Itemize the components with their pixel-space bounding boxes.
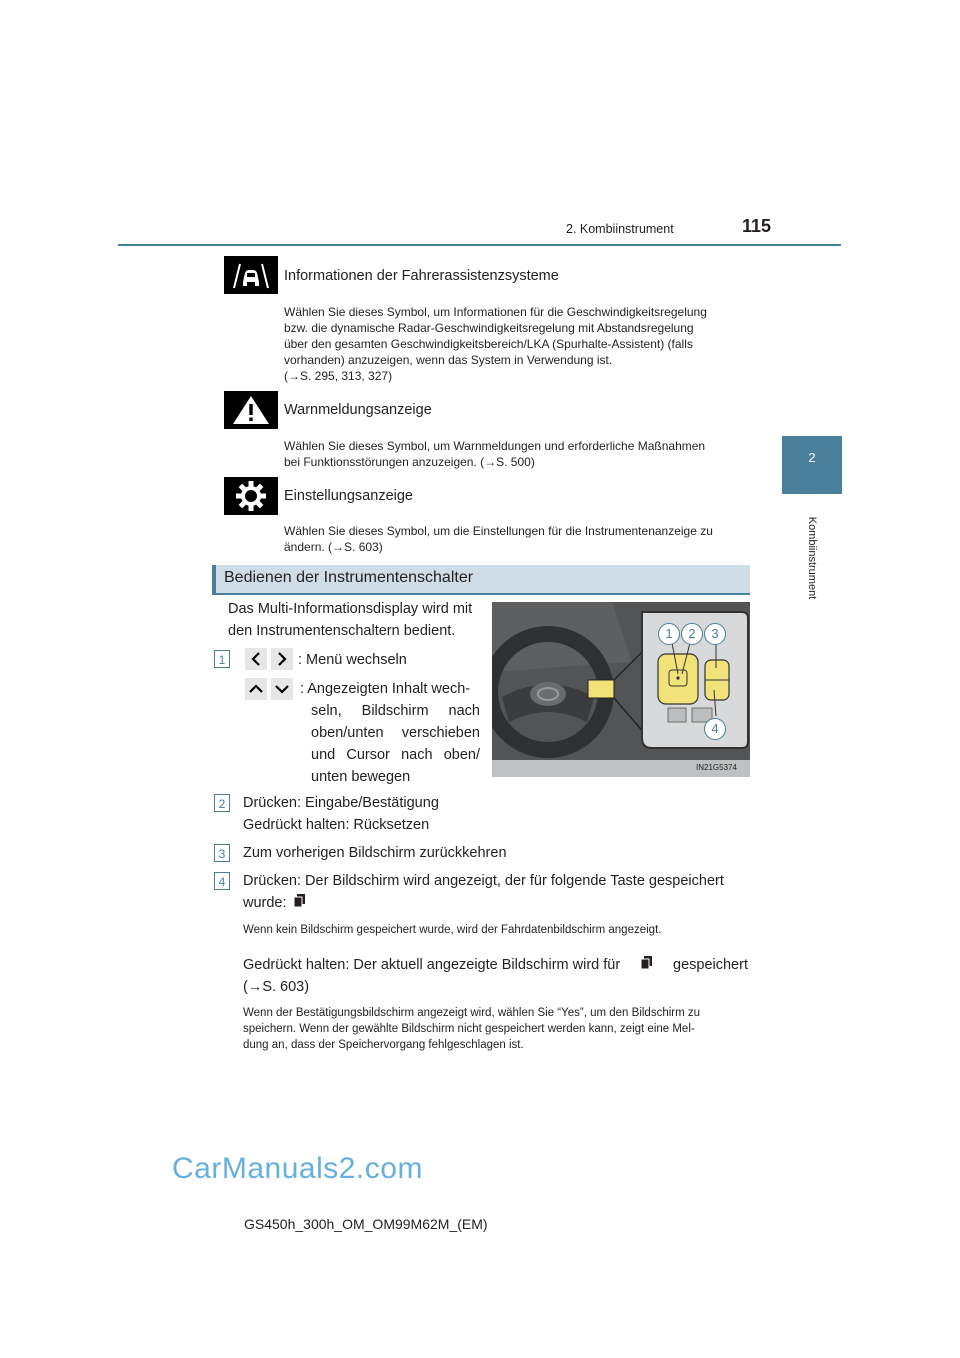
- chevron-right-icon: [271, 648, 293, 670]
- chevron-down-icon: [271, 678, 293, 700]
- footer-code: GS450h_300h_OM_OM99M62M_(EM): [244, 1216, 488, 1232]
- step-note: Wenn der Bestätigungsbildschirm angezeigt wird, wählen Sie “Yes”, um den Bildschirm zu speichern. Wenn der gewählte Bildschirm nicht gespeichert werden kann, zeigt eine Mel- dung an, dass der Speichervorgang fehlgeschlagen ist.: [243, 1007, 701, 1051]
- item-description: Wählen Sie dieses Symbol, um Informationen für die Geschwindigkeitsregelung bzw. die dynamische Radar-Geschwindigkeitsregelung mit Abstandsregelung über den gesamten Geschwindigkeitsbereich/LKA (Spurhalte-Assistent) (falls vorhanden) anzuzeigen, wenn das System in Verwendung ist. (→S. 295, 313, 327): [284, 305, 707, 383]
- step-text: : Angezeigten Inhalt wech- seln, Bildschirm nach oben/unten verschieben und Cursor nach oben/ unten bewegen: [300, 681, 480, 785]
- callout-2: 2: [681, 623, 703, 645]
- item-description: Wählen Sie dieses Symbol, um die Einstellungen für die Instrumentenanzeige zu ändern. (→S. 603): [284, 524, 713, 554]
- step-number: 1: [214, 650, 230, 668]
- warning-icon: [224, 391, 278, 429]
- screen-shortcut-icon: [640, 954, 654, 976]
- item-title: Einstellungsanzeige: [284, 488, 413, 504]
- step-note: Wenn kein Bildschirm gespeichert wurde, wird der Fahrdatenbildschirm angezeigt.: [243, 924, 662, 936]
- section-intro: Das Multi-Informationsdisplay wird mit den Instrumentenschaltern bedient.: [228, 601, 473, 639]
- header-rule: [118, 244, 841, 246]
- item-title: Informationen der Fahrerassistenzsysteme: [284, 268, 559, 284]
- callout-1: 1: [658, 623, 680, 645]
- watermark: CarManuals2.com: [172, 1152, 423, 1185]
- step-text: Zum vorherigen Bildschirm zurückkehren: [243, 845, 507, 861]
- step-number: 2: [214, 794, 230, 812]
- chapter-title: 2. Kombiinstrument: [566, 222, 674, 236]
- step-text: Gedrückt halten: Der aktuell angezeigte Bildschirm wird für gespeichert (→S. 603): [243, 954, 748, 998]
- callout-3: 3: [704, 623, 726, 645]
- screen-shortcut-icon: [293, 892, 307, 914]
- chevron-left-icon: [245, 648, 267, 670]
- chevron-up-icon: [245, 678, 267, 700]
- figure-code: IN21G5374: [696, 763, 737, 772]
- step-number: 3: [214, 844, 230, 862]
- steering-wheel-figure: [492, 602, 750, 777]
- chapter-tab-label: Kombiinstrument: [806, 516, 818, 600]
- step-text: Drücken: Eingabe/Bestätigung Gedrückt halten: Rücksetzen: [243, 795, 439, 833]
- chapter-tab[interactable]: 2: [782, 436, 842, 494]
- callout-4: 4: [704, 718, 726, 740]
- gear-icon: [224, 477, 278, 515]
- section-rule: [212, 593, 750, 595]
- driving-assist-icon: [224, 256, 278, 294]
- step-number: 4: [214, 872, 230, 890]
- section-header: [212, 565, 750, 593]
- page-number: 115: [742, 216, 772, 236]
- item-title: Warnmeldungsanzeige: [284, 402, 432, 418]
- step-text: : Menü wechseln: [298, 652, 407, 668]
- step-text: Drücken: Der Bildschirm wird angezeigt, der für folgende Taste gespeichert wurde:: [243, 870, 748, 914]
- section-title: Bedienen der Instrumentenschalter: [224, 569, 474, 586]
- item-description: Wählen Sie dieses Symbol, um Warnmeldungen und erforderliche Maßnahmen bei Funktionsstörungen anzuzeigen. (→S. 500): [284, 439, 706, 469]
